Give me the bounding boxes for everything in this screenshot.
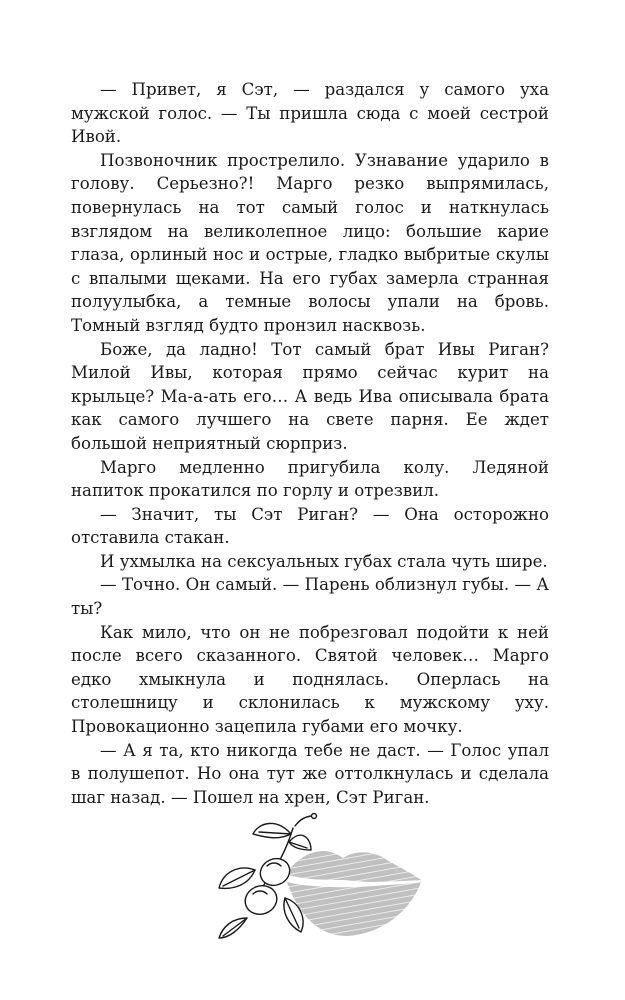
paragraph: — А я та, кто никогда тебе не даст. — Голос упал в полушепот. Но она тут же оттолкнулась и сделала шаг назад. — Пошел на хрен, Сэт Риган. (71, 740, 549, 807)
body-text (71, 78, 549, 809)
paragraph: — Привет, я Сэт, — раздался у самого уха мужской голос. — Ты пришла сюда с моей сестрой Ивой. (71, 80, 549, 147)
paragraph: Боже, да ладно! Тот самый брат Ивы Риган? Милой Ивы, которая прямо сейчас курит на крыльце? Ма-а-ать его… А ведь Ива описывала брата как самого лучшего на свете парня. Ее ждет большой неприятный сюрприз. (71, 339, 549, 453)
lips-print-icon (285, 851, 421, 936)
paragraph: Марго медленно пригубила колу. Ледяной напиток прокатился по горлу и отрезвил. (71, 457, 549, 501)
paragraph: Как мило, что он не побрезговал подойти к ней после всего сказанного. Святой человек… Марго едко хмыкнула и поднялась. Оперлась на столешницу и склонилась к мужскому уху. Провокационно зацепила губами его мочку. (71, 622, 549, 737)
paragraph: Позвоночник прострелило. Узнавание ударило в голову. Серьезно?! Марго резко выпрямилась, повернулась на тот самый голос и наткнулась взглядом на великолепное лицо: большие карие глаза, орлиный нос и острые, гладко выбритые скулы с впалыми щеками. На его губах замерла странная полуулыбка, а темные волосы упали на бровь. Томный взгляд будто пронзил насквозь. (71, 150, 549, 335)
chapter-end-ornament (215, 808, 425, 958)
paragraph: — Точно. Он самый. — Парень облизнул губы. — А ты? (71, 575, 549, 619)
paragraph: — Значит, ты Сэт Риган? — Она осторожно отставила стакан. (71, 504, 549, 548)
paragraph: И ухмылка на сексуальных губах стала чуть шире. (100, 551, 548, 571)
